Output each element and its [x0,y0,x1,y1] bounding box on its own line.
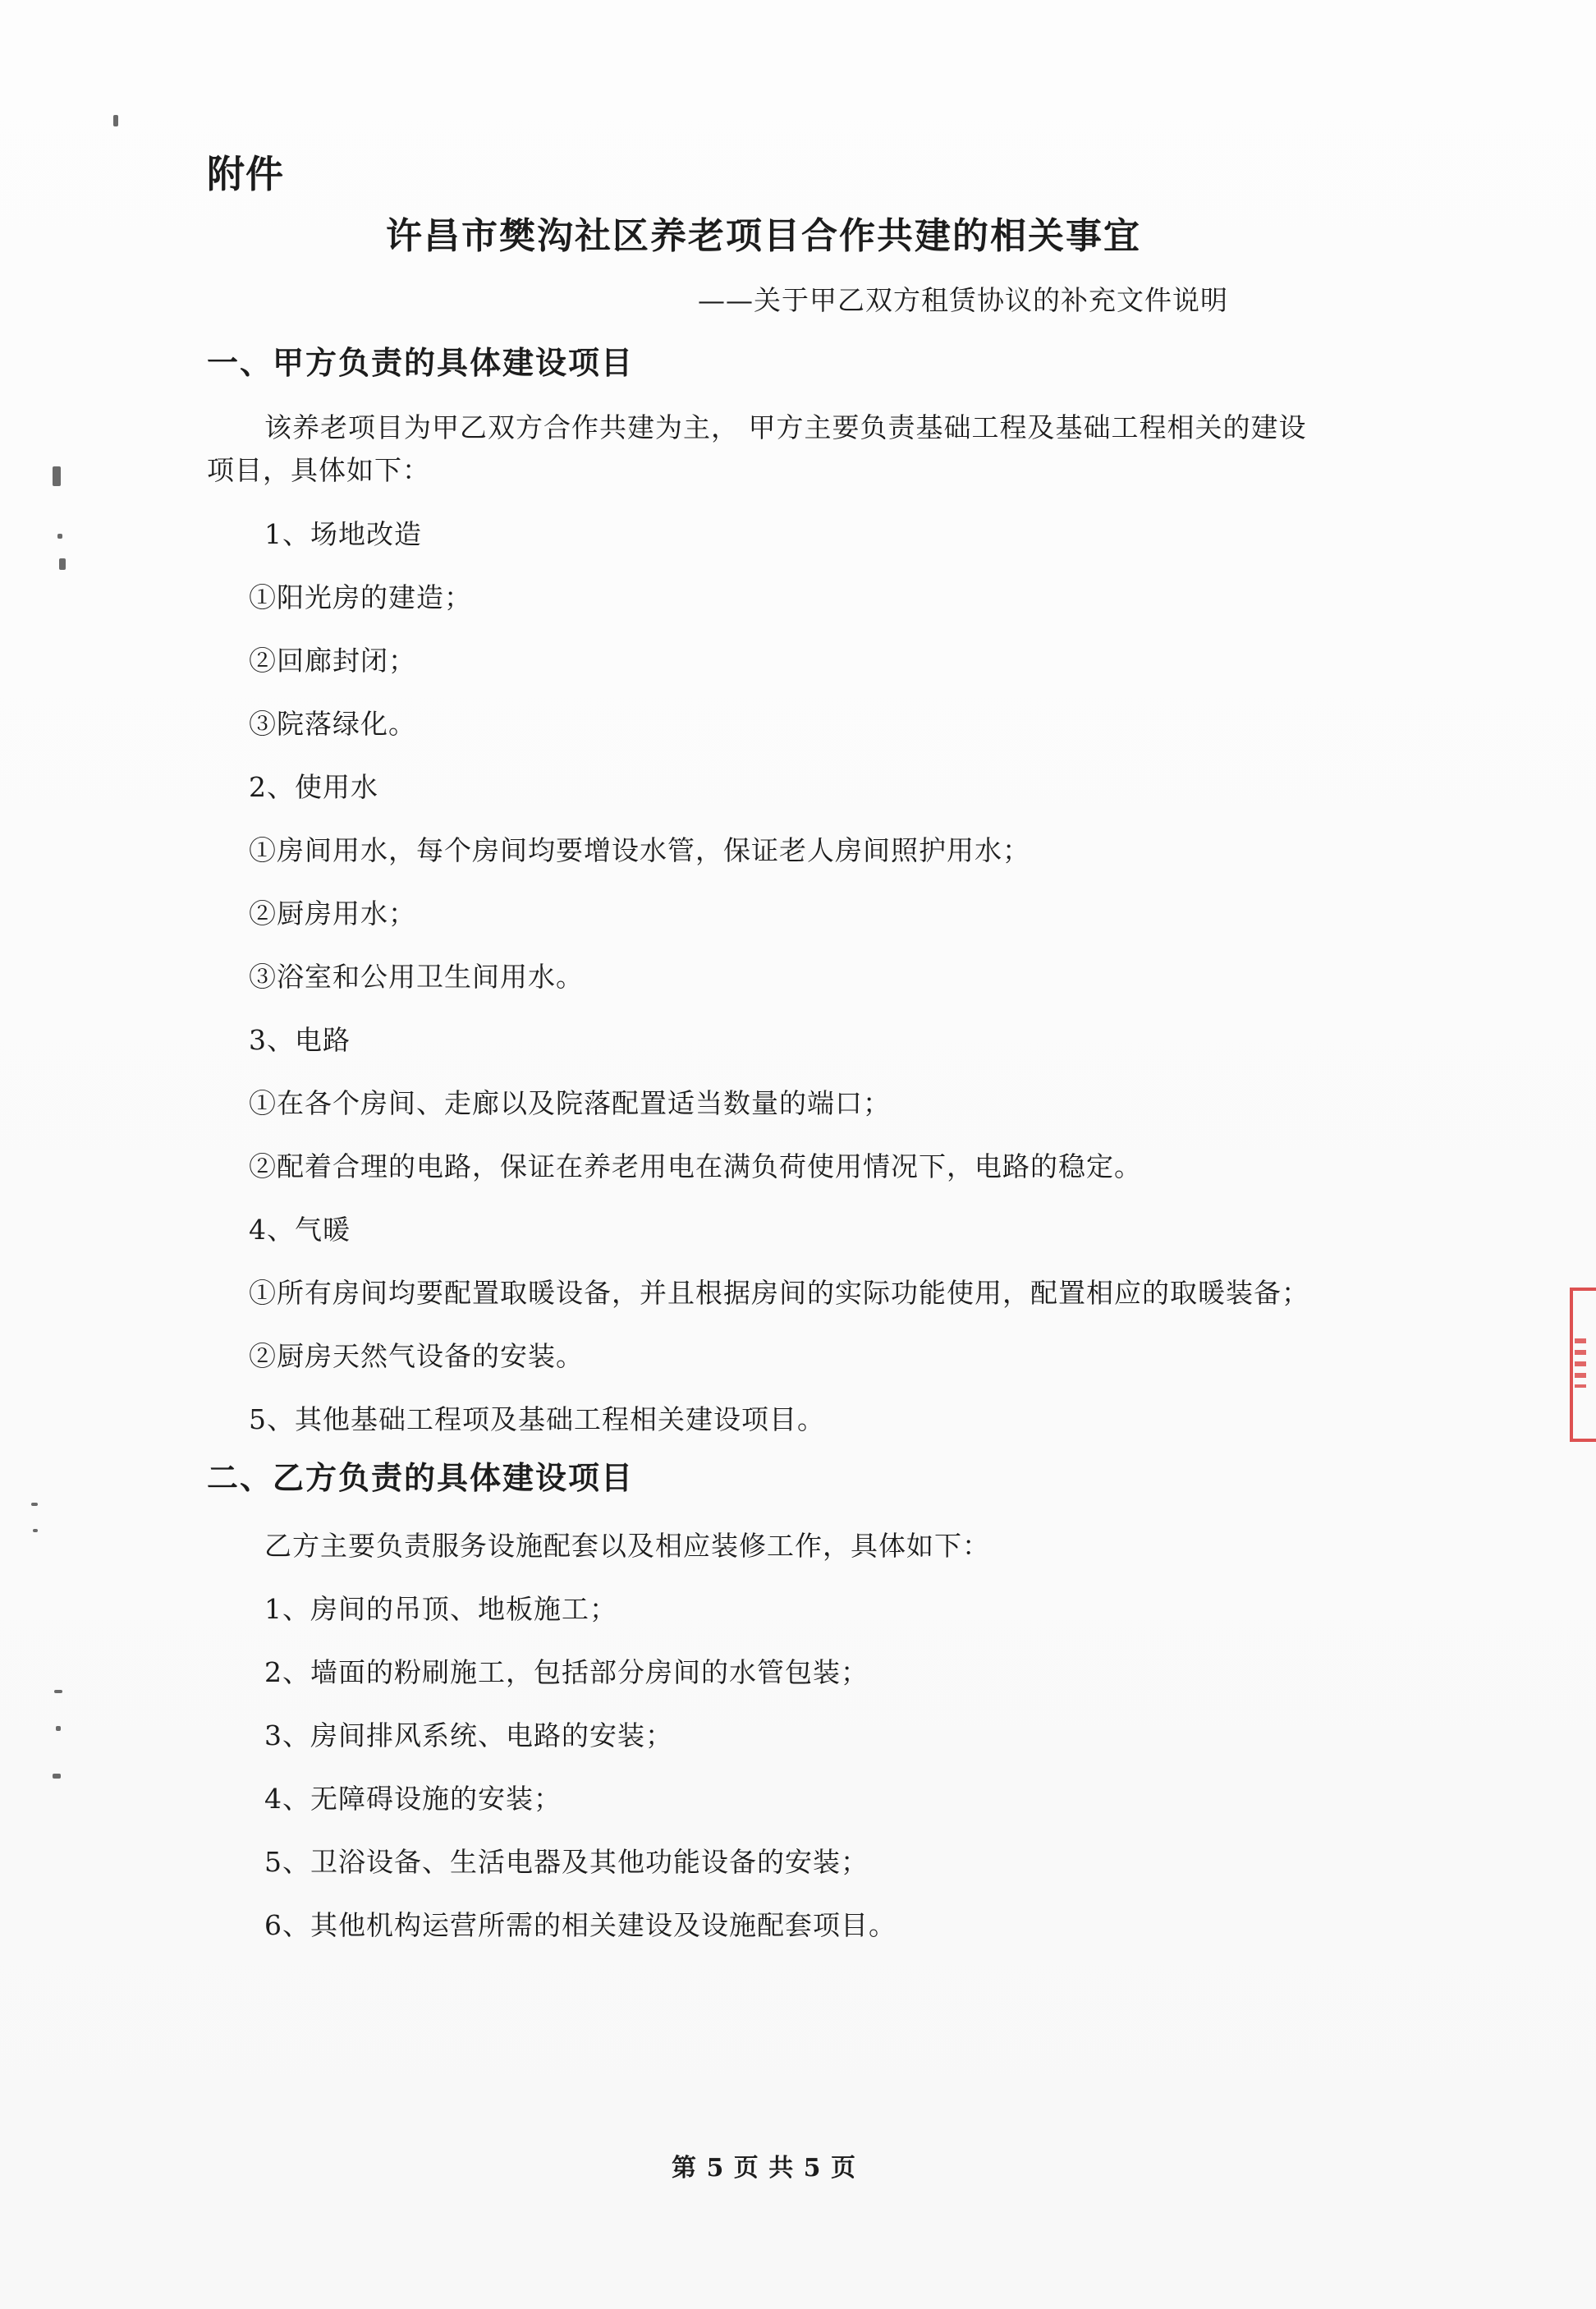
scan-speck [53,466,61,486]
section1-item: ②回廊封闭； [249,645,416,677]
section1-item: ②配着合理的电路，保证在养老用电在满负荷使用情况下，电路的稳定。 [249,1150,1142,1182]
section1-heading: 一、甲方负责的具体建设项目 [207,345,635,381]
red-seal-mark [1575,1338,1586,1388]
scan-speck [57,534,62,539]
document-title: 许昌市樊沟社区养老项目合作共建的相关事宜 [386,215,1141,257]
section1-intro-line1: 该养老项目为甲乙双方合作共建为主， 甲方主要负责基础工程及基础工程相关的建设 [264,411,1307,443]
section1-item: 4、气暖 [249,1214,351,1246]
attachment-label: 附件 [207,152,284,196]
scan-speck [56,1726,61,1731]
section1-item: ③院落绿化。 [249,708,416,740]
section1-item: 1、场地改造 [264,518,422,550]
document-subtitle: ——关于甲乙双方租赁协议的补充文件说明 [698,284,1228,316]
scan-speck [113,115,118,126]
section1-item: ①房间用水，每个房间均要增设水管，保证老人房间照护用水； [249,834,1030,866]
scan-speck [33,1529,38,1532]
section2-item: 6、其他机构运营所需的相关建设及设施配套项目。 [264,1909,897,1941]
section1-item: 5、其他基础工程项及基础工程相关建设项目。 [249,1403,825,1435]
section2-item: 4、无障碍设施的安装； [264,1783,562,1815]
section1-item: ②厨房天然气设备的安装。 [249,1340,584,1372]
section1-item: ②厨房用水； [249,897,416,930]
page-number-footer: 第 5 页 共 5 页 [672,2154,856,2183]
section2-item: 5、卫浴设备、生活电器及其他功能设备的安装； [264,1846,869,1878]
scan-speck [54,1690,62,1693]
section1-item: ①在各个房间、走廊以及院落配置适当数量的端口； [249,1087,891,1119]
section1-item: ①阳光房的建造； [249,581,472,613]
section1-item: 2、使用水 [249,771,378,803]
section2-item: 3、房间排风系统、电路的安装； [264,1719,673,1751]
scan-speck [31,1503,38,1506]
scan-speck [59,558,66,570]
section1-intro-line2: 项目，具体如下： [207,454,430,486]
section2-heading: 二、乙方负责的具体建设项目 [207,1460,635,1496]
section1-item: ①所有房间均要配置取暖设备，并且根据房间的实际功能使用，配置相应的取暖装备； [249,1277,1309,1309]
section2-intro: 乙方主要负责服务设施配套以及相应装修工作，具体如下： [264,1530,990,1562]
section2-item: 2、墙面的粉刷施工，包括部分房间的水管包装； [264,1656,869,1688]
section1-item: 3、电路 [249,1024,351,1056]
scan-speck [53,1774,61,1779]
section2-item: 1、房间的吊顶、地板施工； [264,1593,617,1625]
section1-item: ③浴室和公用卫生间用水。 [249,961,584,993]
